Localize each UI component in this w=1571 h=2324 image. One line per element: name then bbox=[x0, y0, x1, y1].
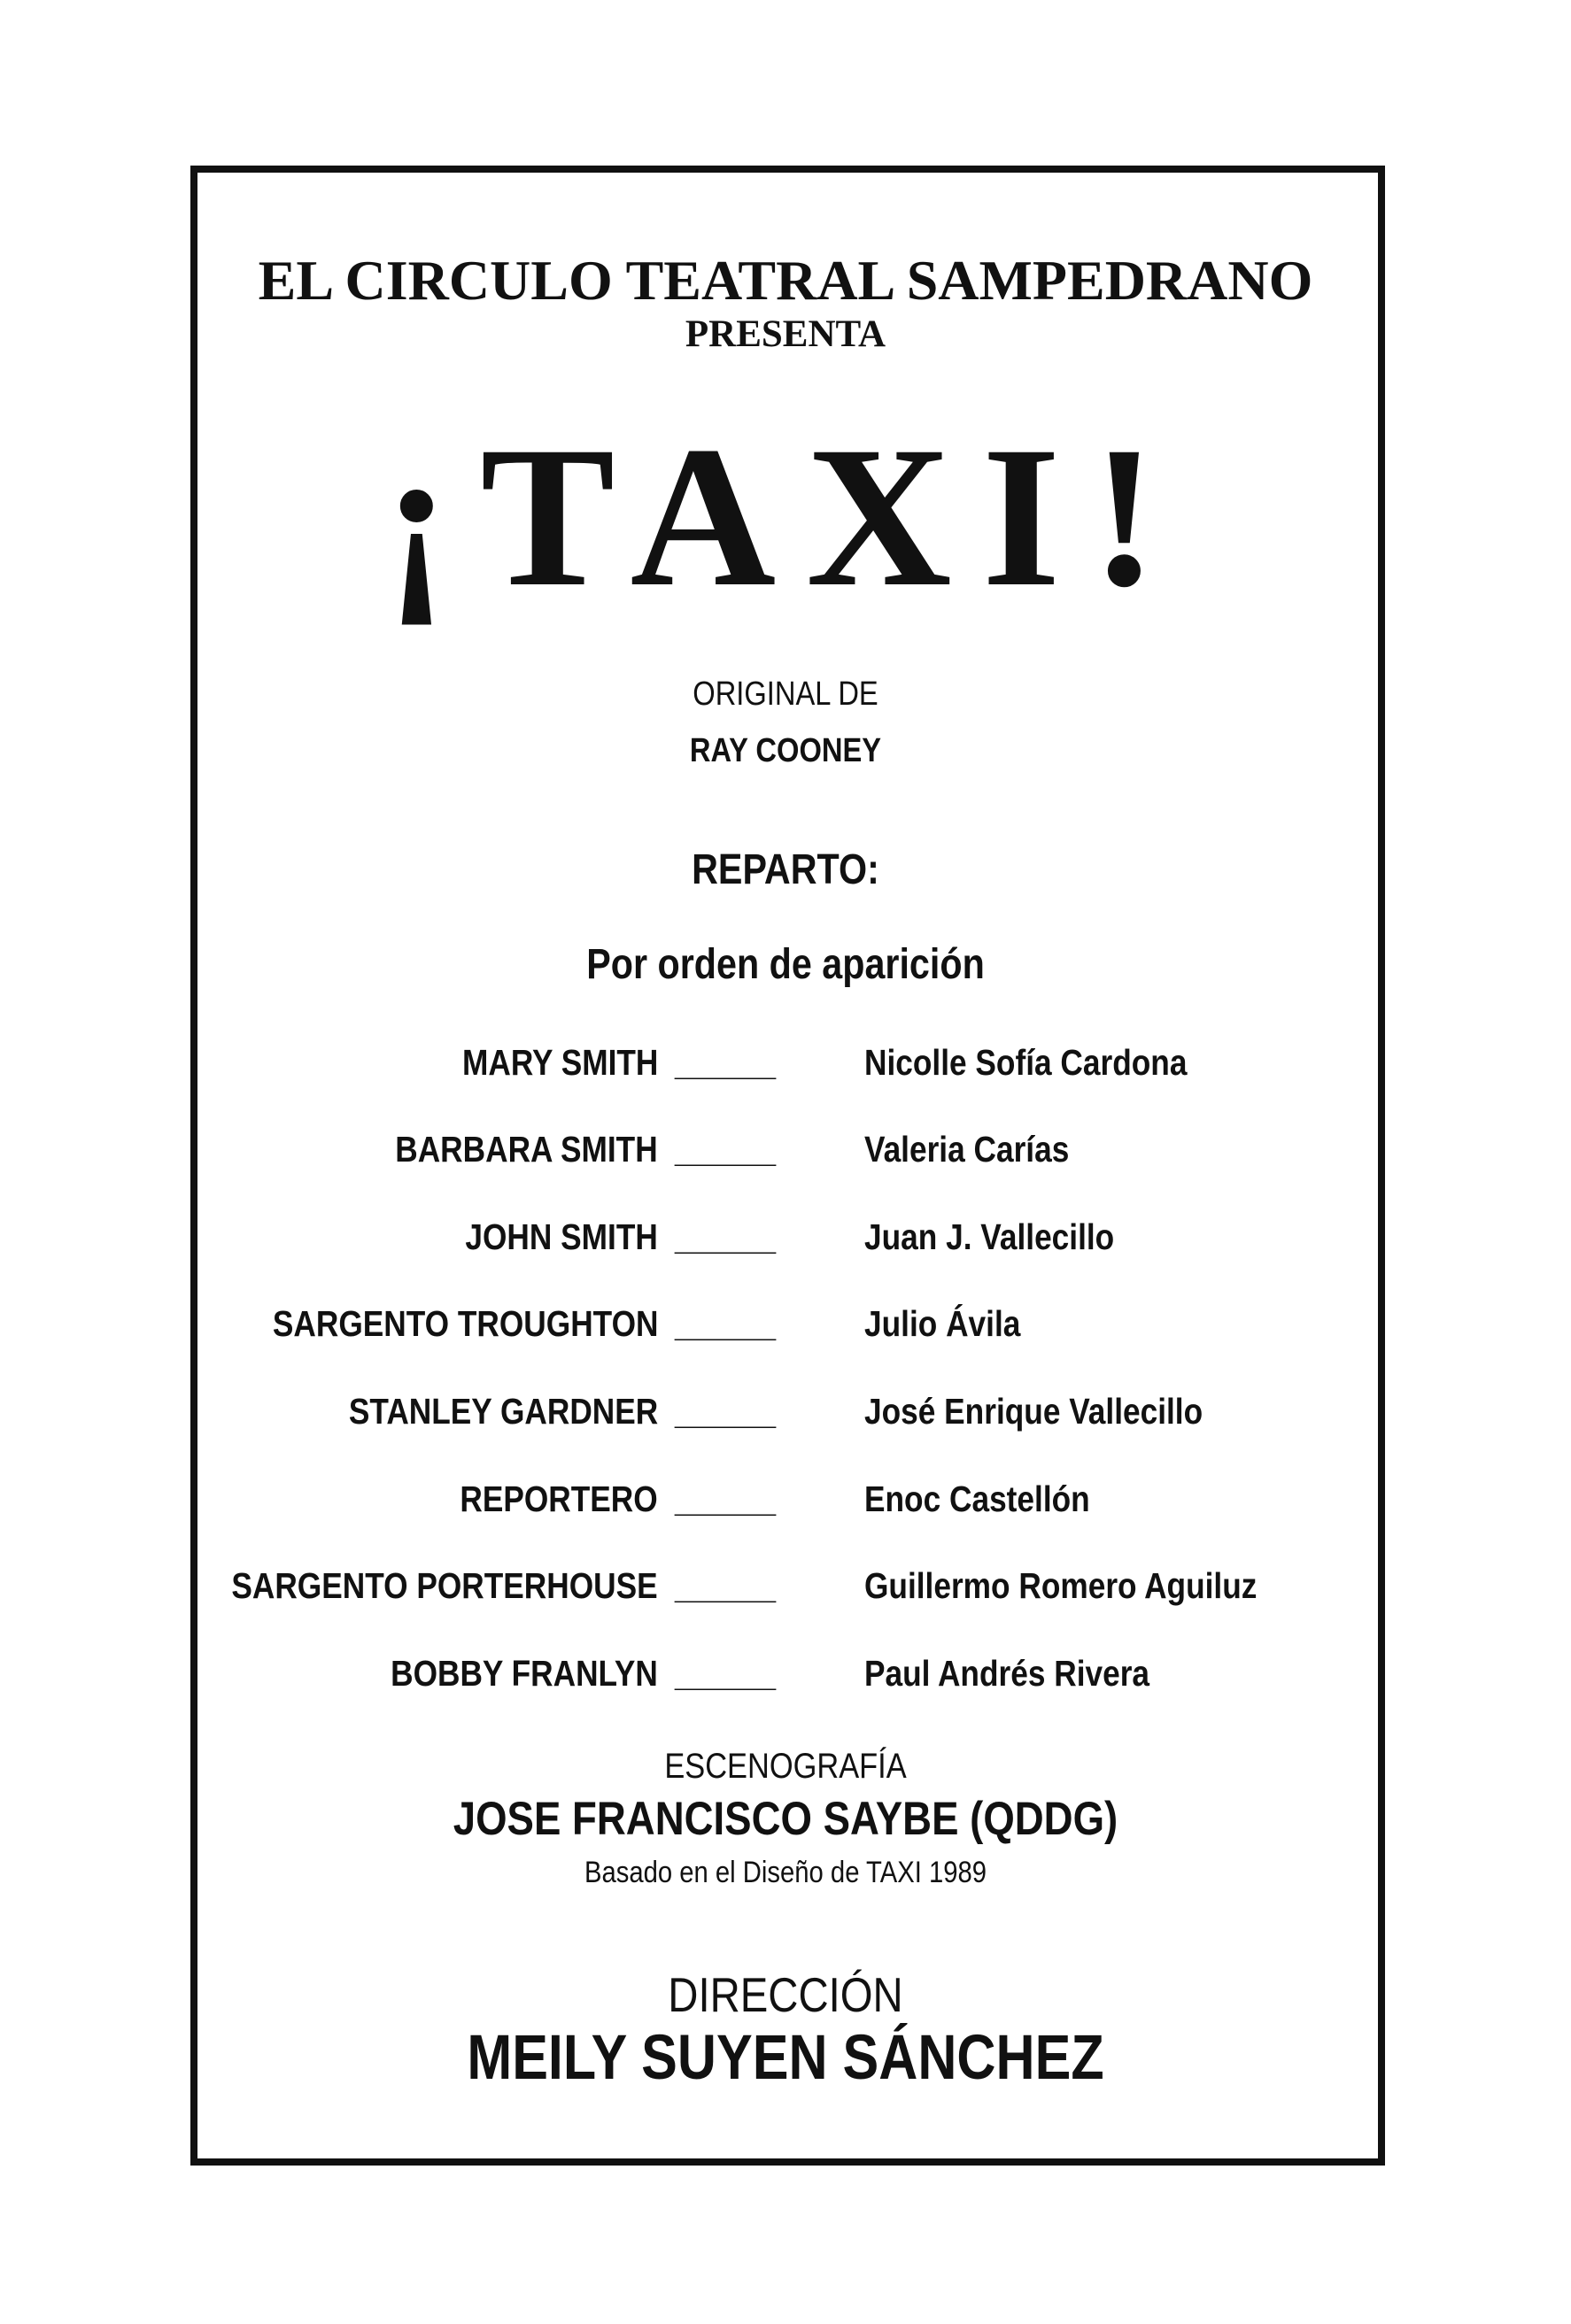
cast-role: BARBARA SMITH bbox=[395, 1129, 658, 1170]
cast-role: REPORTERO bbox=[460, 1479, 658, 1519]
cast-separator: _____ bbox=[675, 1391, 777, 1432]
scenography-note: Basado en el Diseño de TAXI 1989 bbox=[584, 1856, 987, 1889]
cast-role: MARY SMITH bbox=[461, 1042, 658, 1083]
cast-heading: REPARTO: bbox=[692, 846, 879, 893]
scenography-label: ESCENOGRAFÍA bbox=[664, 1747, 907, 1786]
cast-subheading: Por orden de aparición bbox=[586, 941, 985, 988]
cast-row bbox=[0, 1042, 1571, 1095]
cast-role: JOHN SMITH bbox=[465, 1216, 658, 1257]
director-name: MEILY SUYEN SÁNCHEZ bbox=[467, 2023, 1104, 2093]
cast-actor: Julio Ávila bbox=[864, 1303, 1021, 1344]
cast-row bbox=[0, 1565, 1571, 1618]
presents-label: PRESENTA bbox=[685, 313, 886, 355]
cast-row bbox=[0, 1653, 1571, 1706]
cast-separator: _____ bbox=[675, 1042, 777, 1083]
original-label: ORIGINAL DE bbox=[693, 676, 878, 713]
cast-actor: José Enrique Vallecillo bbox=[864, 1391, 1203, 1432]
cast-actor: Enoc Castellón bbox=[864, 1479, 1090, 1519]
author-name: RAY COONEY bbox=[689, 732, 882, 769]
cast-actor: Paul Andrés Rivera bbox=[864, 1653, 1150, 1694]
cast-separator: _____ bbox=[675, 1303, 777, 1344]
cast-separator: _____ bbox=[675, 1129, 777, 1170]
cast-actor: Guillermo Romero Aguiluz bbox=[864, 1565, 1258, 1606]
cast-actor: Nicolle Sofía Cardona bbox=[864, 1042, 1188, 1083]
cast-separator: _____ bbox=[675, 1565, 777, 1606]
cast-actor: Valeria Carías bbox=[864, 1129, 1070, 1170]
cast-row bbox=[0, 1391, 1571, 1444]
cast-separator: _____ bbox=[675, 1653, 777, 1694]
cast-row bbox=[0, 1479, 1571, 1532]
cast-actor: Juan J. Vallecillo bbox=[864, 1216, 1115, 1257]
cast-role: BOBBY FRANLYN bbox=[391, 1653, 658, 1694]
cast-row bbox=[0, 1303, 1571, 1356]
cast-separator: _____ bbox=[675, 1479, 777, 1519]
cast-role: SARGENTO TROUGHTON bbox=[272, 1303, 658, 1344]
cast-role: STANLEY GARDNER bbox=[348, 1391, 658, 1432]
direction-label: DIRECCIÓN bbox=[668, 1967, 903, 2022]
cast-row bbox=[0, 1129, 1571, 1182]
scenography-name: JOSE FRANCISCO SAYBE (QDDG) bbox=[453, 1793, 1118, 1845]
play-title: ¡TAXI! bbox=[383, 405, 1188, 629]
company-name: EL CIRCULO TEATRAL SAMPEDRANO bbox=[258, 249, 1313, 312]
cast-role: SARGENTO PORTERHOUSE bbox=[231, 1565, 658, 1606]
cast-separator: _____ bbox=[675, 1216, 777, 1257]
cast-row bbox=[0, 1216, 1571, 1270]
